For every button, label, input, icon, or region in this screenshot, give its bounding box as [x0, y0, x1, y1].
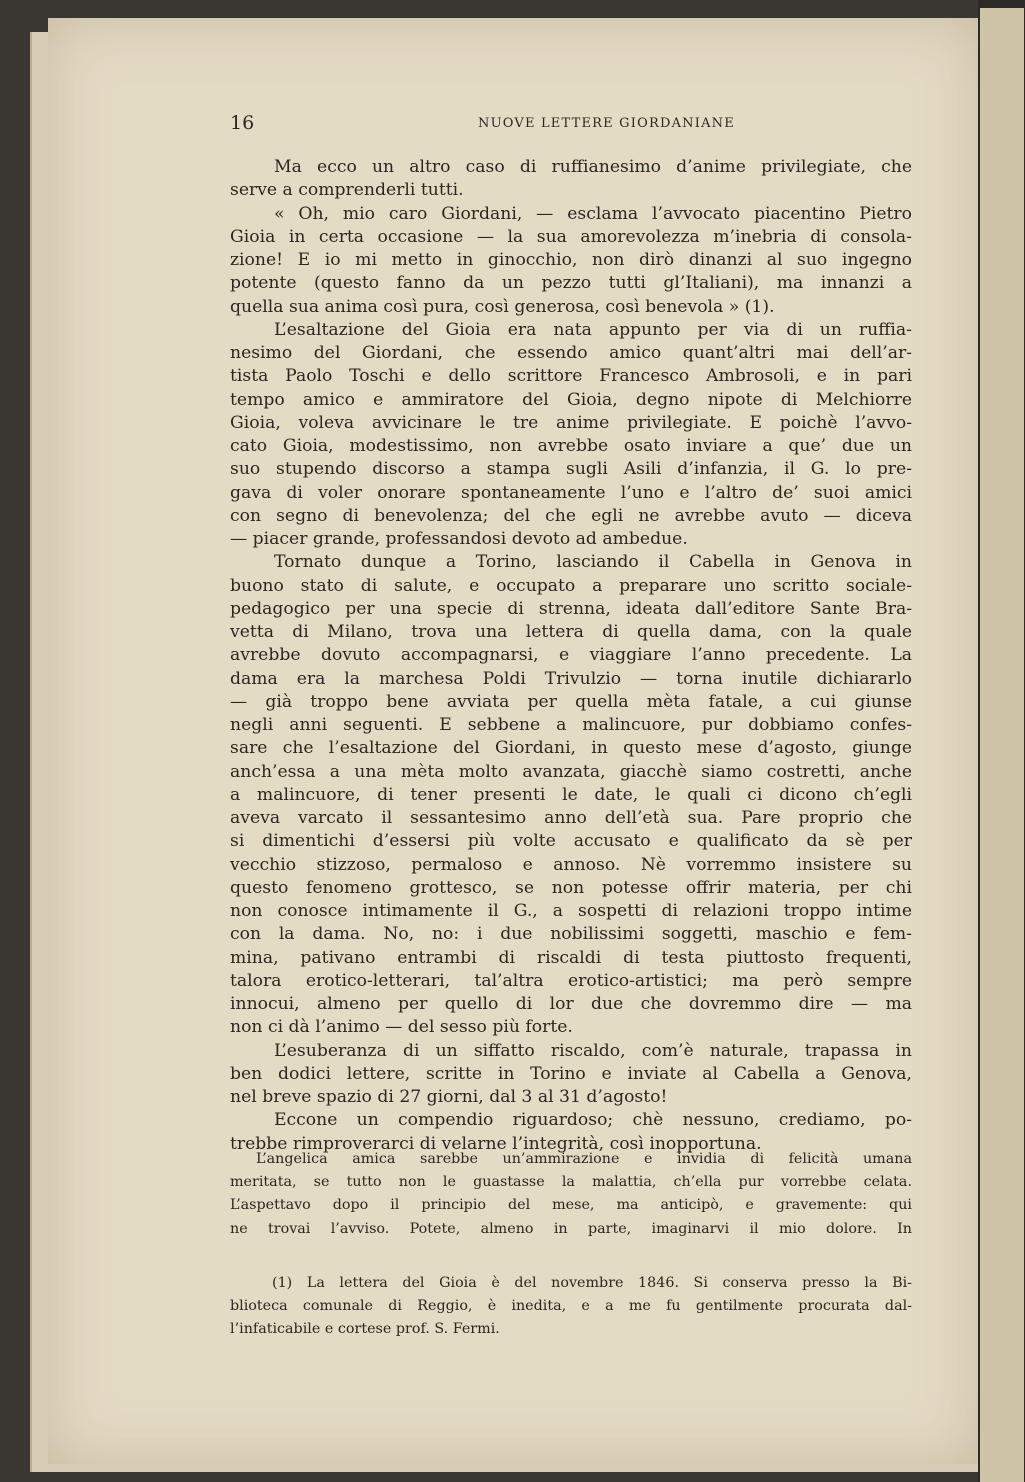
text-line: con segno di benevolenza; del che egli ne avrebbe avuto — diceva — [230, 505, 912, 526]
text-line: Eccone un compendio riguardoso; chè nessuno, crediamo, po- — [274, 1110, 912, 1131]
text-line: sare che l’esaltazione del Giordani, in questo mese d’agosto, giunge — [230, 738, 912, 759]
text-line: mina, pativano entrambi di riscaldi di testa piuttosto frequenti, — [230, 947, 912, 968]
text-line: « Oh, mio caro Giordani, — esclama l’avvocato piacentino Pietro — [274, 203, 912, 224]
next-page-edge — [978, 0, 1025, 1482]
text-line: gava di voler onorare spontaneamente l’uno e l’altro de’ suoi amici — [230, 482, 912, 503]
text-line: nesimo del Giordani, che essendo amico quant’altri mai dell’ar- — [230, 343, 912, 363]
text-line: nel breve spazio di 27 giorni, dal 3 al 31 d’agosto! — [230, 1087, 668, 1107]
text-line: non ci dà l’animo — del sesso più forte. — [230, 1017, 573, 1038]
text-line: questo fenomeno grottesco, se non potesse offrir materia, per chi — [230, 877, 912, 898]
main-text — [230, 156, 912, 1156]
text-line: L’esuberanza di un siffatto riscaldo, com’è naturale, trapassa in — [274, 1040, 912, 1061]
text-line: a malincuore, di tener presenti le date, le quali ci dicono ch’egli — [230, 784, 912, 805]
quote-line: ne trovai l’avviso. Potete, almeno in parte, imaginarvi il mio dolore. In — [230, 1220, 912, 1237]
text-line: avrebbe dovuto accompagnarsi, e viaggiare l’anno precedente. La — [230, 645, 912, 666]
text-line: Gioia, voleva avvicinare le tre anime privilegiate. E poichè l’avvo- — [230, 412, 912, 433]
page-number: 16 — [230, 112, 255, 134]
text-line: tempo amico e ammiratore del Gioia, degno nipote di Melchiorre — [230, 389, 912, 410]
text-line: negli anni seguenti. E sebbene a malincuore, pur dobbiamo confes- — [230, 715, 912, 735]
text-line: innocui, almeno per quello di lor due che dovremmo dire — ma — [230, 994, 912, 1014]
quote-line: L’aspettavo dopo il principio del mese, ma anticipò, e gravemente: qui — [230, 1197, 912, 1214]
text-line: anch’essa a una mèta molto avanzata, giacchè siamo costretti, anche — [230, 761, 912, 782]
footnote-line: l’infaticabile e cortese prof. S. Fermi. — [230, 1321, 500, 1338]
text-line: Tornato dunque a Torino, lasciando il Cabella in Genova in — [274, 552, 912, 573]
quote-line: L’angelica amica sarebbe un’ammirazione e invidia di felicità umana — [256, 1151, 912, 1167]
quote-line: meritata, se tutto non le guastasse la malattia, ch’ella pur vorrebbe celata. — [230, 1174, 912, 1191]
text-line: — già troppo bene avviata per quella mèta fatale, a cui giunse — [230, 691, 912, 712]
quoted-letter — [230, 1148, 912, 1241]
text-line: L’esaltazione del Gioia era nata appunto per via di un ruffia- — [274, 319, 912, 340]
text-line: talora erotico-letterari, tal’altra erotico-artistici; ma però sempre — [230, 970, 912, 991]
text-line: buono stato di salute, e occupato a preparare uno scritto sociale- — [230, 575, 912, 596]
text-line: potente (questo fanno da un pezzo tutti gl’Italiani), ma innanzi a — [230, 273, 912, 294]
text-line: quella sua anima così pura, così generosa, così benevola » (1). — [230, 296, 775, 317]
footnote-line: (1) La lettera del Gioia è del novembre 1846. Si conserva presso la Bi- — [272, 1275, 912, 1291]
footnote-line: blioteca comunale di Reggio, è inedita, e a me fu gentilmente procurata dal- — [230, 1298, 912, 1315]
text-line: dama era la marchesa Poldi Trivulzio — torna inutile dichiararlo — [230, 668, 912, 689]
text-line: ben dodici lettere, scritte in Torino e inviate al Cabella a Genova, — [230, 1063, 912, 1084]
text-line: aveva varcato il sessantesimo anno dell’età sua. Pare proprio che — [230, 808, 912, 828]
text-line: serve a comprenderli tutti. — [230, 180, 464, 201]
text-line: Ma ecco un altro caso di ruffianesimo d’anime privilegiate, che — [274, 157, 912, 177]
page-header — [230, 112, 912, 136]
text-line: cato Gioia, modestissimo, non avrebbe osato inviare a que’ due un — [230, 436, 912, 456]
text-line: vetta di Milano, trova una lettera di quella dama, con la quale — [230, 622, 912, 642]
text-line: suo stupendo discorso a stampa sugli Asili d’infanzia, il G. lo pre- — [230, 459, 912, 480]
text-line: non conosce intimamente il G., a sospetti di relazioni troppo intime — [230, 901, 912, 921]
text-line: si dimentichi d’essersi più volte accusato e qualificato da sè per — [230, 831, 912, 852]
text-line: tista Paolo Toschi e dello scrittore Francesco Ambrosoli, e in pari — [230, 366, 912, 387]
footnote — [230, 1272, 912, 1342]
text-line: — piacer grande, professandosi devoto ad ambedue. — [230, 529, 688, 549]
text-line: zione! E io mi metto in ginocchio, non dirò dinanzi al suo ingegno — [230, 250, 912, 270]
text-line: vecchio stizzoso, permaloso e annoso. Nè vorremmo insistere su — [230, 854, 912, 875]
text-line: con la dama. No, no: i due nobilissimi soggetti, maschio e fem- — [230, 924, 912, 945]
running-title: NUOVE LETTERE GIORDANIANE — [478, 116, 735, 131]
text-line: pedagogico per una specie di strenna, ideata dall’editore Sante Bra- — [230, 598, 912, 619]
text-line: trebbe rimproverarci di velarne l’integrità, così inopportuna. — [230, 1133, 762, 1154]
text-line: Gioia in certa occasione — la sua amorevolezza m’inebria di consola- — [230, 226, 912, 247]
